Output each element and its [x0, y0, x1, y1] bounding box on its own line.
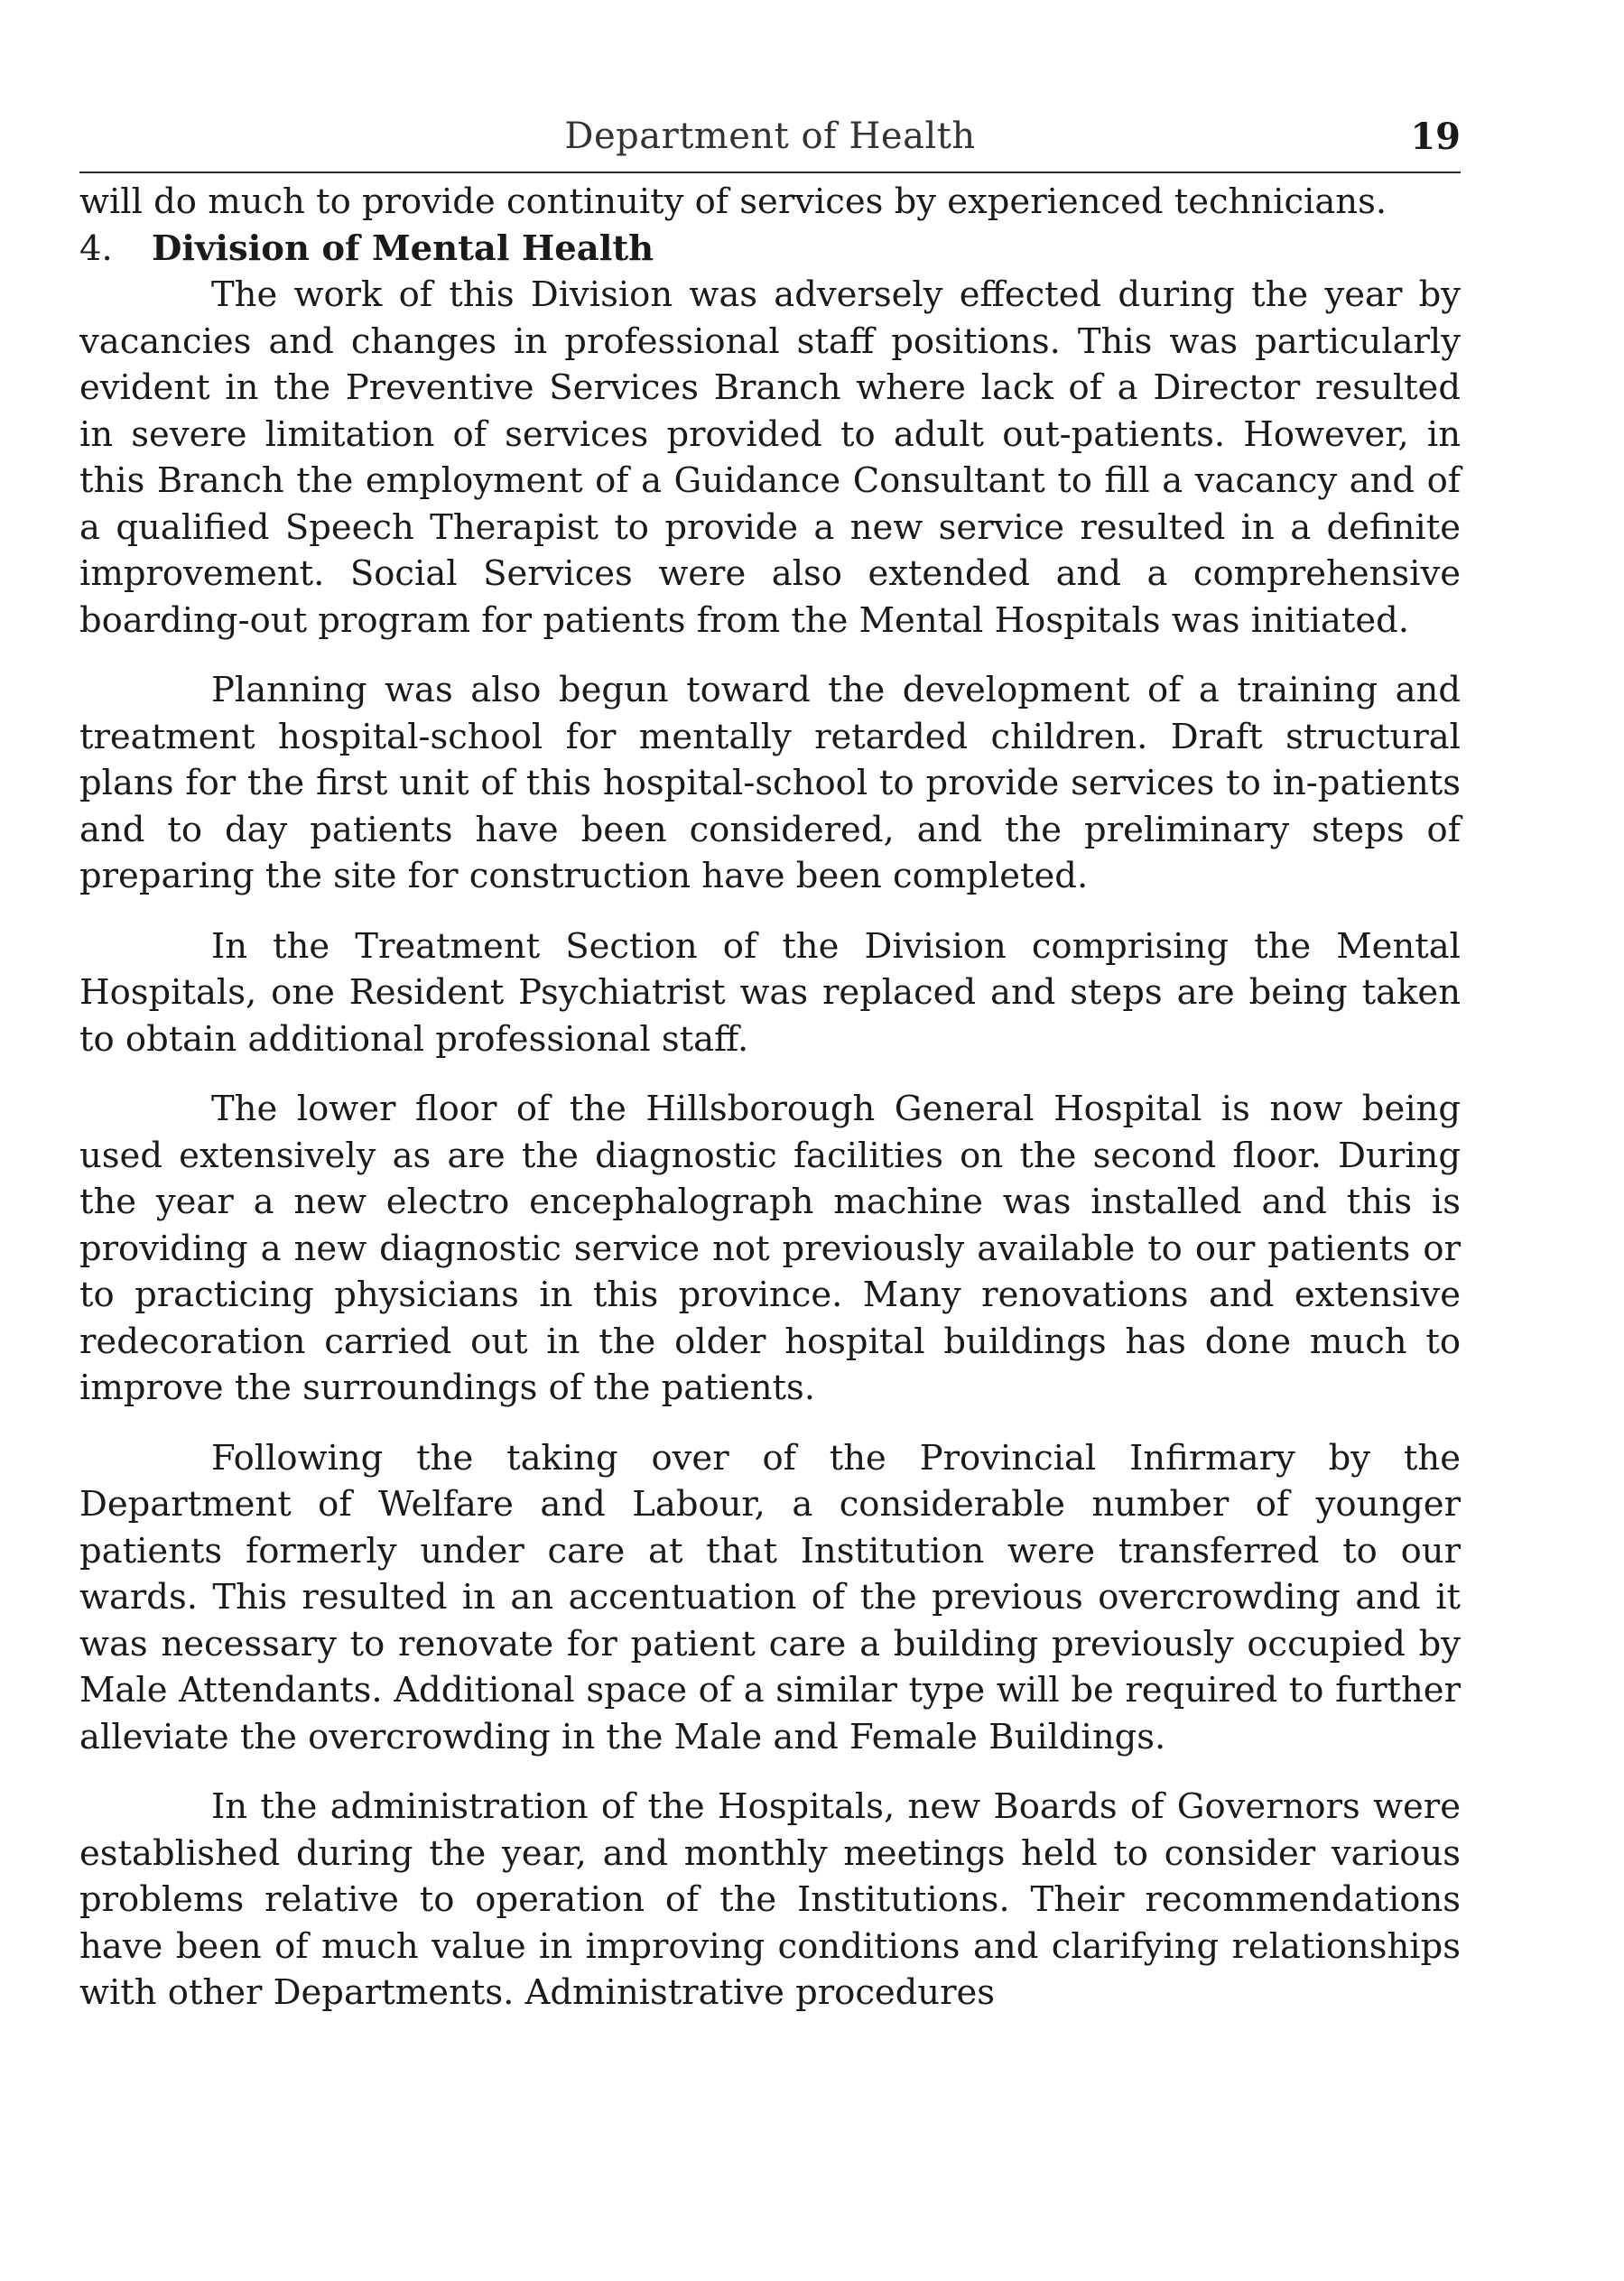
- running-head: Department of Health: [564, 116, 976, 157]
- page-number: 19: [1410, 116, 1461, 158]
- paragraph: In the administration of the Hospitals, new Boards of Governors were established during the year, and monthly meetings held to consider various problems relative to operation of the Institutions. Their recommendations have been of much value in improving conditions and clarifying relationships with other Departments. Administrative procedures: [79, 1786, 1461, 2013]
- continuation-paragraph: will do much to provide continuity of services by experienced technicians.: [79, 181, 1387, 222]
- paragraph: In the Treatment Section of the Division comprising the Mental Hospitals, one Resident Psychiatrist was replaced and steps are being taken to obtain additional professional staff.: [79, 925, 1461, 1060]
- section-heading: [79, 226, 1461, 273]
- document-page: [79, 108, 1461, 2017]
- page-header: [79, 108, 1461, 173]
- paragraph: The lower floor of the Hillsborough General Hospital is now being used extensively as are the diagnostic facilities on the second floor. During the year a new electro encephalograph machine was installed and this is providing a new diagnostic service not previously available to our patients or to practicing physicians in this province. Many renovations and extensive redecoration carried out in the older hospital buildings has done much to improve the surroundings of the patients.: [79, 1089, 1461, 1408]
- paragraph: Planning was also begun toward the development of a training and treatment hospital-school for mentally retarded children. Draft structural plans for the first unit of this hospital-school to provide services to in-patients and to day patients have been considered, and the preliminary steps of preparing the site for construction have been completed.: [79, 670, 1461, 896]
- paragraph: The work of this Division was adversely effected during the year by vacancies and changes in professional staff positions. This was particularly evident in the Preventive Services Branch where lack of a Director resulted in severe limitation of services provided to adult out-patients. However, in this Branch the employment of a Guidance Consultant to fill a vacancy and of a qualified Speech Therapist to provide a new service resulted in a definite improvement. Social Services were also extended and a comprehensive boarding-out program for patients from the Mental Hospitals was initiated.: [79, 274, 1461, 641]
- section-number: 4.: [79, 227, 113, 269]
- section-title: Division of Mental Health: [152, 227, 654, 269]
- paragraph: Following the taking over of the Provincial Infirmary by the Department of Welfare and Labour, a considerable number of younger patients formerly under care at that Institution were transferred to our wards. This resulted in an accentuation of the previous overcrowding and it was necessary to renovate for patient care a building previously occupied by Male Attendants. Additional space of a similar type will be required to further alleviate the overcrowding in the Male and Female Buildings.: [79, 1437, 1461, 1757]
- document-body: [79, 179, 1461, 2017]
